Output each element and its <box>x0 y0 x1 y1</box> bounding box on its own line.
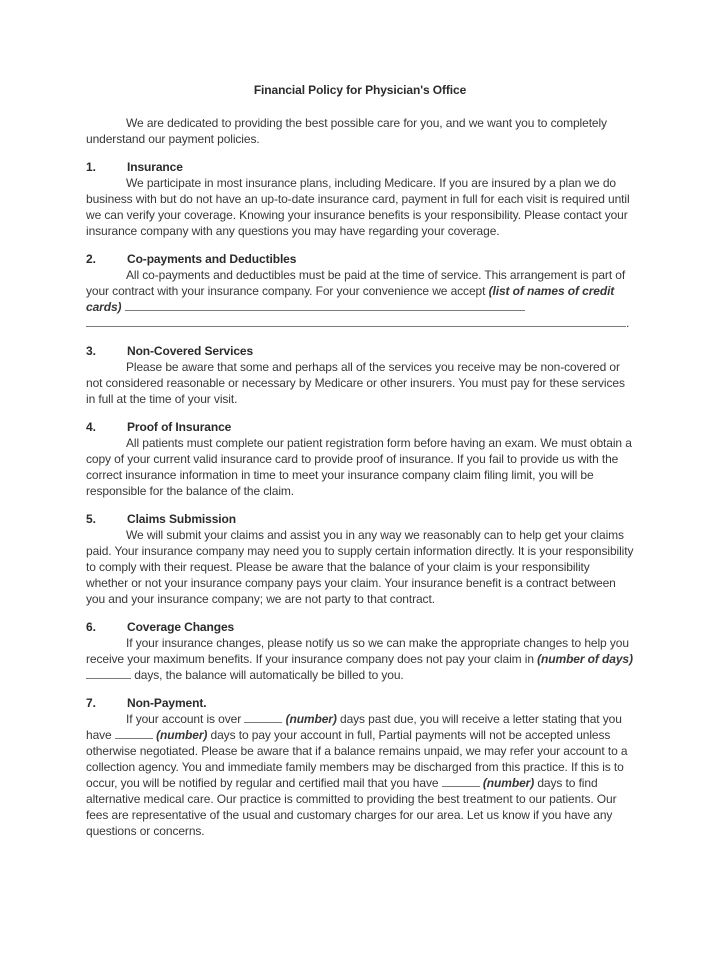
section-proof-of-insurance <box>86 419 634 499</box>
section-heading-row <box>86 159 634 175</box>
text-run: . <box>626 316 630 330</box>
paragraph <box>86 267 634 315</box>
section-title: Non-Covered Services <box>127 344 254 358</box>
section-number: 2. <box>86 252 96 266</box>
paragraph <box>86 435 634 499</box>
text-run: (list of names of credit cards) <box>86 284 615 314</box>
fill-in-blank <box>86 315 626 327</box>
section-heading-row <box>86 343 634 359</box>
text-run: All co-payments and deductibles must be paid at the time of service. This arrangement is part of your contract with your insurance company. For your convenience we accept <box>86 268 626 298</box>
section-heading-row <box>86 419 634 435</box>
paragraph <box>86 359 634 407</box>
section-number: 4. <box>86 420 96 434</box>
section-title: Proof of Insurance <box>127 420 232 434</box>
section-insurance <box>86 159 634 239</box>
section-number: 6. <box>86 620 96 634</box>
sections-container <box>86 159 634 839</box>
document-title: Financial Policy for Physician's Office <box>253 83 467 97</box>
text-run: (number of days) <box>537 652 633 666</box>
section-non-covered-services <box>86 343 634 407</box>
section-number: 3. <box>86 344 96 358</box>
fill-in-blank <box>86 667 131 679</box>
section-title: Co-payments and Deductibles <box>127 252 297 266</box>
section-heading-row <box>86 251 634 267</box>
text-run: days to find alternative medical care. Our practice is committed to providing the best treatment to our patients. Our fees are representative of the usual and customary charges for our area. Let us know if you have any questions or concerns. <box>86 776 617 838</box>
paragraph <box>86 175 634 239</box>
text-run: (number) <box>285 712 337 726</box>
paragraph <box>86 711 634 839</box>
section-title: Insurance <box>127 160 183 174</box>
section-non-payment <box>86 695 634 839</box>
text-run: Please be aware that some and perhaps all of the services you receive may be non-covered or not considered reasonable or necessary by Medicare or other insurers. You must pay for these services in full at the time of your visit. <box>86 360 625 406</box>
text-run: If your account is over <box>126 712 245 726</box>
section-coverage-changes <box>86 619 634 683</box>
section-number: 7. <box>86 696 96 710</box>
section-title: Non-Payment. <box>127 696 207 710</box>
paragraph <box>86 315 634 331</box>
section-number: 5. <box>86 512 96 526</box>
text-run: days to pay your account in full, Partial payments will not be accepted unless otherwise negotiated. Please be aware that if a balance remains unpaid, we may refer your account to a collection agency. You and immediate family members may be discharged from this practice. If this is to occur, you will be notified by regular and certified mail that you have <box>86 728 628 790</box>
text-run: (number) <box>156 728 208 742</box>
text-run: We will submit your claims and assist you in any way we reasonably can to help get your claims paid. Your insurance company may need you to supply certain information directly. It is your responsibility to comply with their request. Please be aware that the balance of your claim is your responsibility whether or not your insurance company pays your claim. Your insurance benefit is a contract between you and your insurance company; we are not party to that contract. <box>86 528 634 606</box>
paragraph <box>86 635 634 683</box>
fill-in-blank <box>244 711 282 723</box>
section-co-payments-and-deductibles <box>86 251 634 331</box>
fill-in-blank <box>442 775 480 787</box>
text-run: (number) <box>482 776 535 790</box>
section-heading-row <box>86 695 634 711</box>
section-claims-submission <box>86 511 634 607</box>
text-run: If your insurance changes, please notify us so we can make the appropriate changes to help you receive your maximum benefits. If your insurance company does not pay your claim in <box>86 636 629 666</box>
section-heading-row <box>86 619 634 635</box>
section-heading-row <box>86 511 634 527</box>
section-title: Claims Submission <box>127 512 236 526</box>
fill-in-blank <box>115 727 153 739</box>
fill-in-blank <box>125 299 525 311</box>
intro-paragraph: We are dedicated to providing the best possible care for you, and we want you to completely understand our payment policies. <box>86 116 607 146</box>
text-run: We participate in most insurance plans, including Medicare. If you are insured by a plan we do business with but do not have an up-to-date insurance card, payment in full for each visit is required until we can verify your coverage. Knowing your insurance benefits is your responsibility. Please contact your insurance company with any questions you may have regarding your coverage. <box>86 176 630 238</box>
section-title: Coverage Changes <box>127 620 235 634</box>
text-run: days past due, you will receive a letter stating that you have <box>86 712 622 742</box>
text-run: All patients must complete our patient registration form before having an exam. We must obtain a copy of your current valid insurance card to provide proof of insurance. If you fail to provide us with the correct insurance information in time to meet your insurance company claim filing limit, you will be responsible for the balance of the claim. <box>86 436 632 498</box>
paragraph <box>86 527 634 607</box>
section-number: 1. <box>86 160 96 174</box>
text-run: days, the balance will automatically be billed to you. <box>131 668 404 682</box>
